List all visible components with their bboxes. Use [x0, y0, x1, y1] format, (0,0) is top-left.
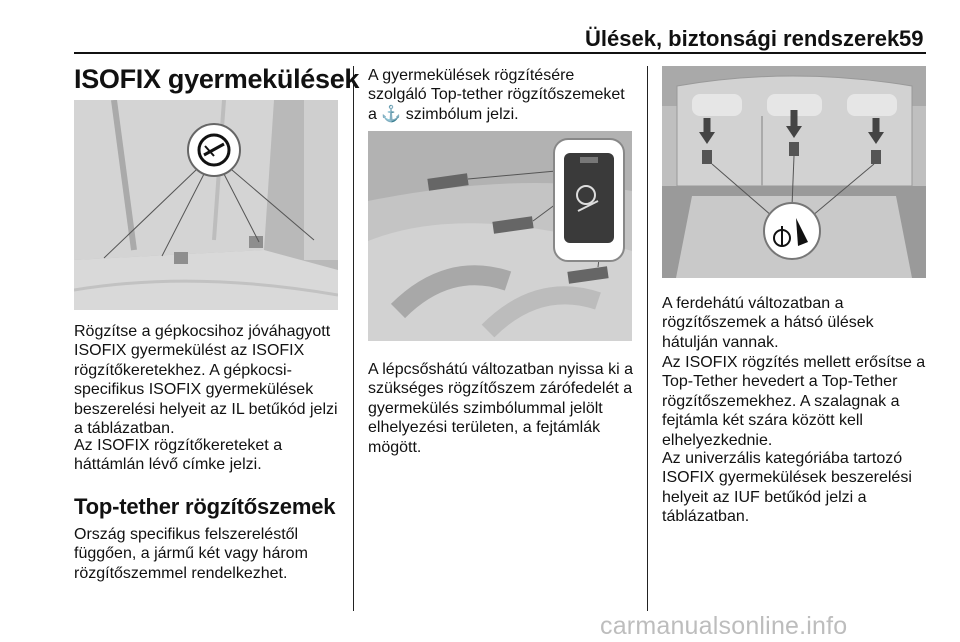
section-heading-top-tether: Top-tether rögzítőszemek	[74, 494, 336, 519]
figure-sedan-tether-covers	[368, 131, 632, 341]
paragraph-anchor-symbol: A gyermekülések rögzítésére szolgáló Top-tether rögzítőszemeket a ⚓ szimbólum jelzi.	[368, 67, 625, 123]
paragraph-iuf: Az univerzális kategóriába tartozó ISOFIX gyermekülések beszerelési helyeit az IUF betűkód jelzi a táblázatban.	[662, 450, 912, 526]
figure-isofix-anchors	[74, 100, 338, 310]
column-divider-1	[353, 66, 354, 611]
paragraph-top-tether-1: Ország specifikus felszereléstől függően, a jármű két vagy három rözgítőszemmel rendelkezhet.	[74, 526, 308, 582]
watermark: carmanualsonline.info	[600, 612, 848, 640]
page-number: 59	[899, 26, 924, 51]
paragraph-isofix-1: Rögzítse a gépkocsihoz jóváhagyott ISOFIX gyermekülést az ISOFIX rögzítőkeretekhez. A gépkocsi-specifikus ISOFIX gyermekülések beszerelési helyeit az IL betűkód jelzi a táblázatban.	[74, 323, 338, 438]
paragraph-top-tether-strap: Az ISOFIX rögzítés mellett erősítse a Top-Tether hevedert a Top-Tether rögzítőszemekhez. A szalagnak a fejtámla két szára között kell elhelyezkednie.	[662, 354, 926, 449]
column-divider-2	[647, 66, 648, 611]
paragraph-sedan: A lépcsőshátú változatban nyissa ki a szükséges rögzítőszem zárófedelét a gyermekülés szimbólummal jelölt elhelyezési területen, a fejtámlák mögött.	[368, 361, 634, 456]
section-heading-isofix: ISOFIX gyermekülések	[74, 64, 360, 94]
header-rule	[74, 52, 926, 54]
running-header: Ülések, biztonsági rendszerek	[585, 26, 900, 51]
figure-hatchback-tether-eyes	[662, 66, 926, 278]
paragraph-isofix-2: Az ISOFIX rögzítőkereteket a háttámlán lévő címke jelzi.	[74, 437, 283, 474]
paragraph-hatchback: A ferdehátú változatban a rögzítőszemek a hátsó ülések hátulján vannak.	[662, 295, 874, 351]
